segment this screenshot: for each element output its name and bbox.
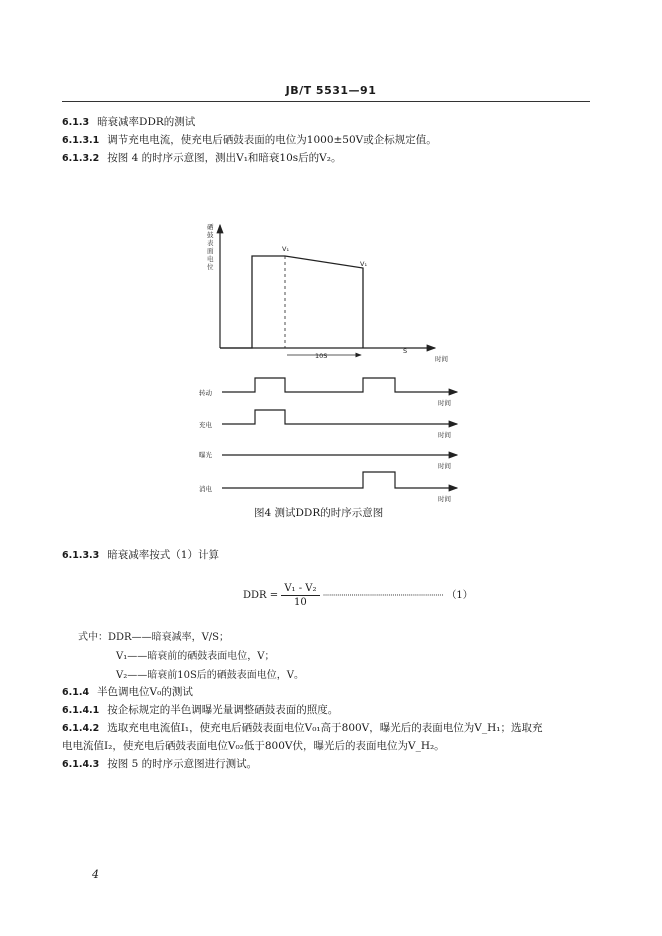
section-title: 半色调电位V₀的测试 [97,686,193,698]
section-number: 6.1.4 [62,687,90,698]
y-label-char: 鼓 [207,231,214,239]
formula-lhs: DDR = [243,590,279,601]
section-title: 暗衰减率DDR的测试 [97,116,196,128]
row-label-charge: 充电 [199,421,212,429]
figure-caption: 图4 测试DDR的时序示意图 [254,507,384,519]
row-label-rotate: 转动 [199,389,212,397]
section-text: 暗衰减率按式（1）计算 [107,549,219,561]
section-text: 按图 4 的时序示意图，测出V₁和暗衰10s后的V₂。 [107,152,342,164]
s-mark: S [403,347,408,355]
time-label: 时间 [438,495,451,503]
section-number: 6.1.3.1 [62,135,100,146]
time-label: 时间 [438,399,451,407]
v0-label: V₁ [282,245,290,253]
row-trace-discharge [222,472,435,488]
section-text: 按图 5 的时序示意图进行测试。 [107,758,258,770]
y-label-char: 电 [207,255,214,263]
formula-numerator: V₁ - V₂ [281,582,319,596]
formula-fraction [281,582,319,609]
section-6-1-4 [62,684,193,699]
page-header: JB/T 5531—91 [285,84,377,97]
section-number: 6.1.3.3 [62,550,100,561]
section-number: 6.1.3 [62,117,90,128]
section-6-1-4-2 [62,720,542,735]
where-v2: V₂——暗衰前10S后的硒鼓表面电位，V。 [116,670,305,681]
time-label: 时间 [438,462,451,470]
section-text: 按企标规定的半色调曝光量调整硒鼓表面的照度。 [107,704,339,716]
y-label-char: 位 [207,263,214,271]
row-label-expose: 曝光 [199,451,212,459]
interval-label: 10S [315,352,328,360]
y-axis-label [207,223,214,271]
section-number: 6.1.3.2 [62,153,100,164]
section-6-1-3-1 [62,132,437,147]
section-6-1-3 [62,114,195,129]
section-6-1-3-2 [62,150,341,165]
y-label-char: 面 [207,247,214,255]
section-text: 调节充电电流，使充电后硒鼓表面的电位为1000±50V或企标规定值。 [107,134,437,146]
y-label-char: 硒 [207,223,214,231]
row-label-discharge: 消电 [199,485,212,493]
time-label: 时间 [435,355,448,363]
formula-ddr [243,582,473,609]
where-intro: 式中：DDR——暗衰减率，V/S； [78,632,230,643]
y-label-char: 表 [207,239,214,247]
formula-denominator: 10 [294,597,307,608]
page-number: 4 [92,868,99,881]
formula-leader: ··························································· [322,591,444,600]
section-text-line1: 选取充电电流值I₁，使充电后硒鼓表面电位V₀₁高于800V，曝光后的表面电位为V_H₁；选取充 [107,722,543,734]
section-6-1-3-3 [62,547,219,562]
section-6-1-4-1 [62,702,338,717]
row-trace-rotate [222,378,435,392]
section-number: 6.1.4.2 [62,723,100,734]
section-number: 6.1.4.1 [62,705,100,716]
section-number: 6.1.4.3 [62,759,100,770]
timing-diagram [195,215,475,505]
header-rule [62,101,590,102]
section-6-1-4-2-cont: 电电流值I₂，使充电后硒鼓表面电位V₀₂低于800V伏，曝光后的表面电位为V_H₂。 [62,740,445,752]
section-6-1-4-3 [62,756,257,771]
v1-label: V₁ [360,260,368,268]
where-v1: V₁——暗衰前的硒鼓表面电位，V； [116,651,275,662]
formula-number: （1） [446,590,473,601]
time-label: 时间 [438,431,451,439]
row-trace-charge [222,410,435,424]
potential-trace [220,256,363,348]
